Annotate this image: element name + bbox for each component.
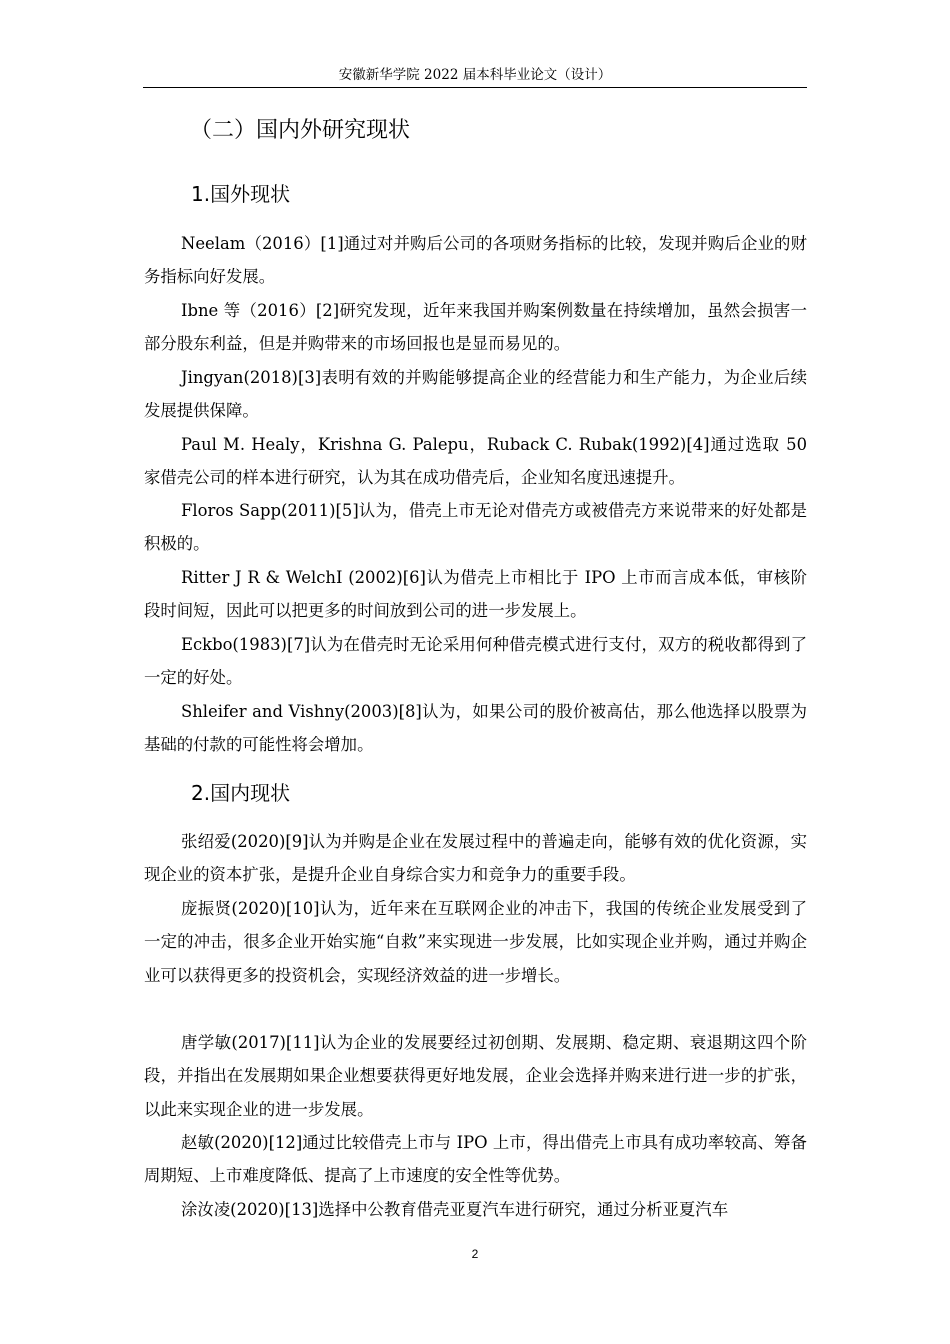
subsection-title-domestic: 2.国内现状	[191, 781, 291, 805]
paragraph-tang: 唐学敏(2017)[11]认为企业的发展要经过初创期、发展期、稳定期、衰退期这四个阶段，并指出在发展期如果企业想要获得更好地发展，企业会选择并购来进行进一步的扩张，以此来实现企业的进一步发展。	[144, 1033, 807, 1119]
section-title: （二）国内外研究现状	[190, 118, 411, 143]
paragraph-tu: 涂汝凌(2020)[13]选择中公教育借壳亚夏汽车进行研究，通过分析亚夏汽车	[181, 1200, 729, 1219]
subsection-title-foreign: 1.国外现状	[191, 182, 291, 206]
paragraph-eckbo: Eckbo(1983)[7]认为在借壳时无论采用何种借壳模式进行支付，双方的税收都得到了一定的好处。	[144, 635, 807, 688]
paragraph-pang: 庞振贤(2020)[10]认为，近年来在互联网企业的冲击下，我国的传统企业发展受到了一定的冲击，很多企业开始实施“自救”来实现进一步发展，比如实现企业并购，通过并购企业可以获得更多的投资机会，实现经济效益的进一步增长。	[144, 899, 807, 985]
page-number: 2	[471, 1247, 479, 1261]
paragraph-healy: Paul M. Healy，Krishna G. Palepu，Ruback C. Rubak(1992)[4]通过选取 50 家借壳公司的样本进行研究，认为其在成功借壳后，企业知名度迅速提升。	[144, 435, 807, 488]
paragraph-ritter: Ritter J R & WelchI (2002)[6]认为借壳上市相比于 IPO 上市而言成本低，审核阶段时间短，因此可以把更多的时间放到公司的进一步发展上。	[144, 568, 807, 621]
paragraph-floros: Floros Sapp(2011)[5]认为，借壳上市无论对借壳方或被借壳方来说带来的好处都是积极的。	[144, 501, 807, 554]
page-header: 安徽新华学院 2022 届本科毕业论文（设计）	[143, 66, 807, 88]
paragraph-zhao: 赵敏(2020)[12]通过比较借壳上市与 IPO 上市，得出借壳上市具有成功率较高、筹备周期短、上市难度降低、提高了上市速度的安全性等优势。	[144, 1133, 807, 1186]
paragraph-ibne: Ibne 等（2016）[2]研究发现，近年来我国并购案例数量在持续增加，虽然会损害一部分股东利益，但是并购带来的市场回报也是显而易见的。	[144, 301, 807, 354]
paragraph-jingyan: Jingyan(2018)[3]表明有效的并购能够提高企业的经营能力和生产能力，为企业后续发展提供保障。	[144, 368, 807, 421]
paragraph-shleifer: Shleifer and Vishny(2003)[8]认为，如果公司的股价被高估，那么他选择以股票为基础的付款的可能性将会增加。	[144, 702, 807, 755]
paragraph-zhang: 张绍爱(2020)[9]认为并购是企业在发展过程中的普遍走向，能够有效的优化资源，实现企业的资本扩张，是提升企业自身综合实力和竞争力的重要手段。	[144, 832, 807, 885]
paragraph-neelam: Neelam（2016）[1]通过对并购后公司的各项财务指标的比较，发现并购后企业的财务指标向好发展。	[144, 234, 807, 287]
